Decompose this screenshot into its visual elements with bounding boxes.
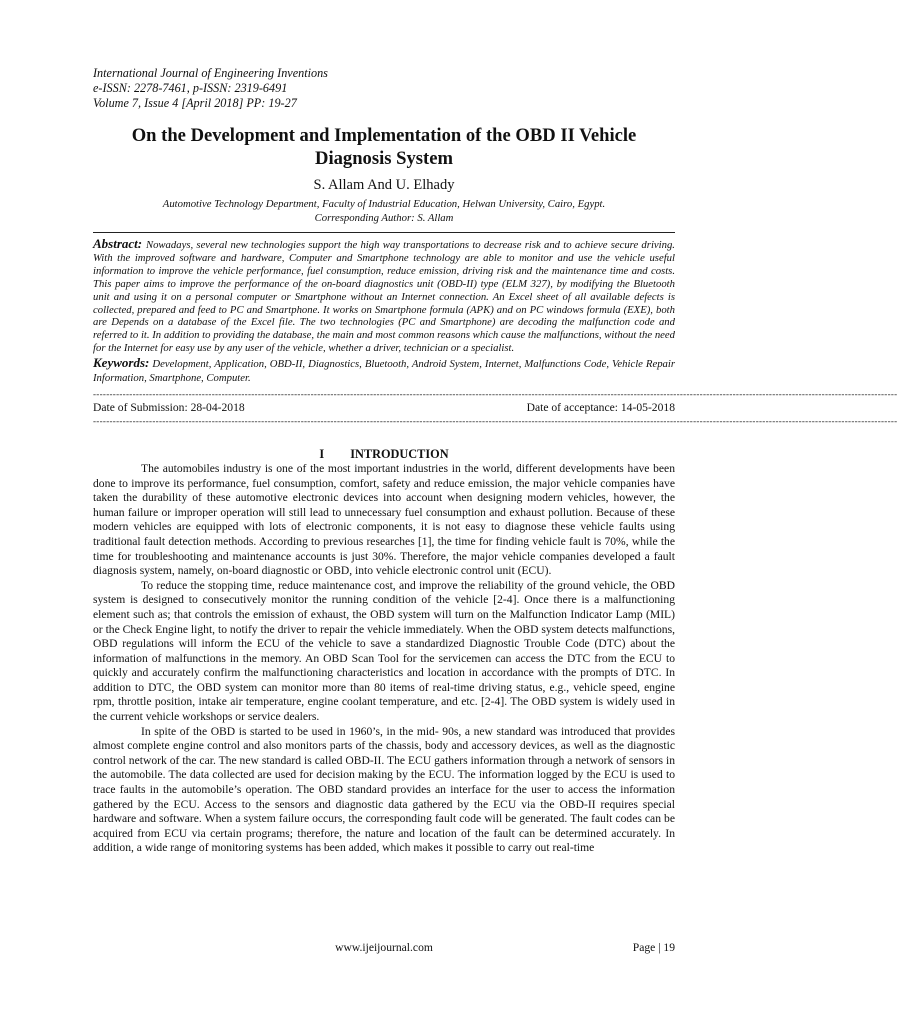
submission-date: Date of Submission: 28-04-2018	[93, 400, 245, 414]
abstract-text: Nowadays, several new technologies support the high way transportations to decrease risk and to achieve secure driving. With the improved software and hardware, Computer and Smartphone technology are able to monitor and use the vehicle useful information to improve the vehicle performance, fuel consumption, reduce emission, driving risk and the maintenance time and costs. This paper aims to improve the performance of the on-board diagnostics unit (OBD-II) type (ELM 327), by modifying the Bluetooth unit and using it on a personal computer or Smartphone without an Internet connection. An Excel sheet of all available defects is collected, prepared and feed to PC and Smartphone. It works on Smartphone formula (APK) and on PC windows formula (EXE), both are Depends on a database of the Excel file. The two technologies (PC and Smartphone) are decoding the malfunction code and referred to it. In addition to providing the database, the main and most common reasons which cause the malfunctions, without the need for the Internet for easy use by any user of the vehicle, whether a driver, technician or a specialist.	[93, 239, 675, 355]
page-number: Page | 19	[632, 941, 675, 954]
corresponding-author: Corresponding Author: S. Allam	[314, 212, 454, 224]
dates-row	[93, 400, 675, 415]
section-title: INTRODUCTION	[350, 446, 449, 461]
abstract-top-rule	[93, 232, 675, 233]
affiliation	[93, 197, 675, 225]
paragraph-1: The automobiles industry is one of the most important industries in the world, different developments have been done to improve its performance, fuel consumption, comfort, safety and reduce emission, the major vehicle companies have taken the durability of these automotive electronic devices into account when designing modern vehicles, however, the human failure or improper operation will still lead to unnecessary fuel consumption and exhaust pollution. Because of these modern vehicles are equipped with lots of electronic components, it is not easy to diagnose these vehicle faults using traditional fault detection methods. According to previous researches [1], the time for finding vehicle fault is 70%, while the time for troubleshooting and maintenance accounts is just 30%. Therefore, the major vehicle companies developed a fault diagnosis system, namely, on-board diagnostic or OBD, into vehicle electronic control unit (ECU).	[93, 461, 675, 578]
journal-name: International Journal of Engineering Inventions	[93, 66, 328, 80]
keywords-text: Development, Application, OBD-II, Diagnostics, Bluetooth, Android System, Internet, Malfunctions Code, Vehicle Repair Information, Smartphone, Computer.	[93, 358, 676, 384]
affiliation-line: Automotive Technology Department, Faculty of Industrial Education, Helwan University, Cairo, Egypt.	[162, 198, 606, 210]
paper-page	[93, 66, 897, 856]
dashed-separator-bottom: ----------------------------------------------------------------------------------------------------------------------------------------------------------------------------------------------------------------------------------------------------	[93, 415, 897, 426]
paragraph-3: In spite of the OBD is started to be used in 1960’s, in the mid- 90s, a new standard was introduced that provides almost complete engine control and also monitors parts of the chassis, body and accessory devices, as well as the diagnostic control network of the car. The new standard is called OBD-II. The ECU gathers information through a network of sensors in the automobile. The data collected are used for decision making by the ECU. The information logged by the ECU is used to trace faults in the automobile’s operation. The OBD standard provides an interface for the user to access the information gathered by the ECU. Access to the sensors and diagnostic data gathered by the ECU via the OBD-II requires special hardware and software. When a system failure occurs, the corresponding fault code will be generated. The fault codes can be acquired from ECU via certain programs; therefore, the nature and location of the fault can be determined accurately. In addition, a wide range of monitoring systems has been added, which makes it possible to carry out real-time	[93, 724, 675, 855]
keywords	[93, 356, 675, 385]
paper-authors: S. Allam And U. Elhady	[313, 177, 455, 193]
paper-title: On the Development and Implementation of the OBD II Vehicle Diagnosis System	[131, 125, 637, 169]
footer-url: www.ijeijournal.com	[335, 941, 433, 954]
abstract-colon: :	[137, 236, 146, 251]
abstract-label: Abstract	[93, 236, 138, 251]
journal-issn: e-ISSN: 2278-7461, p-ISSN: 2319-6491	[93, 81, 288, 95]
section-number: I	[319, 446, 325, 461]
journal-header	[93, 66, 675, 111]
journal-volume: Volume 7, Issue 4 [April 2018] PP: 19-27	[93, 96, 297, 110]
dashed-separator-top: ----------------------------------------------------------------------------------------------------------------------------------------------------------------------------------------------------------------------------------------------------	[93, 388, 897, 399]
keywords-label: Keywords:	[93, 355, 150, 371]
paragraph-2: To reduce the stopping time, reduce maintenance cost, and improve the reliability of the ground vehicle, the OBD system is designed to consecutively monitor the running condition of the vehicle [2-4]. Once there is a malfunctioning element such as; that controls the emission of exhaust, the OBD system will turn on the Malfunction Indicator Lamp (MIL) or the Check Engine light, to notify the driver to repair the vehicle immediately. When the OBD system detects malfunctions, OBD regulations will inform the ECU of the vehicle to save a standardized Diagnostic Trouble Code (DTC) about the information of malfunctions in the memory. An OBD Scan Tool for the servicemen can access the DTC from the ECU to quickly and accurately confirm the malfunctioning characteristics and location in accordance with the prompts of DTC. In addition to DTC, the OBD system can monitor more than 80 items of real-time driving status, e.g., vehicle speed, engine rpm, throttle position, intake air temperature, engine coolant temperature, and etc. [2-4]. The OBD system is widely used in the current vehicle workshops or service dealers.	[93, 578, 675, 724]
section-heading	[93, 447, 675, 461]
abstract	[93, 238, 675, 355]
body-text	[93, 462, 675, 856]
acceptance-date: Date of acceptance: 14-05-2018	[526, 400, 675, 414]
